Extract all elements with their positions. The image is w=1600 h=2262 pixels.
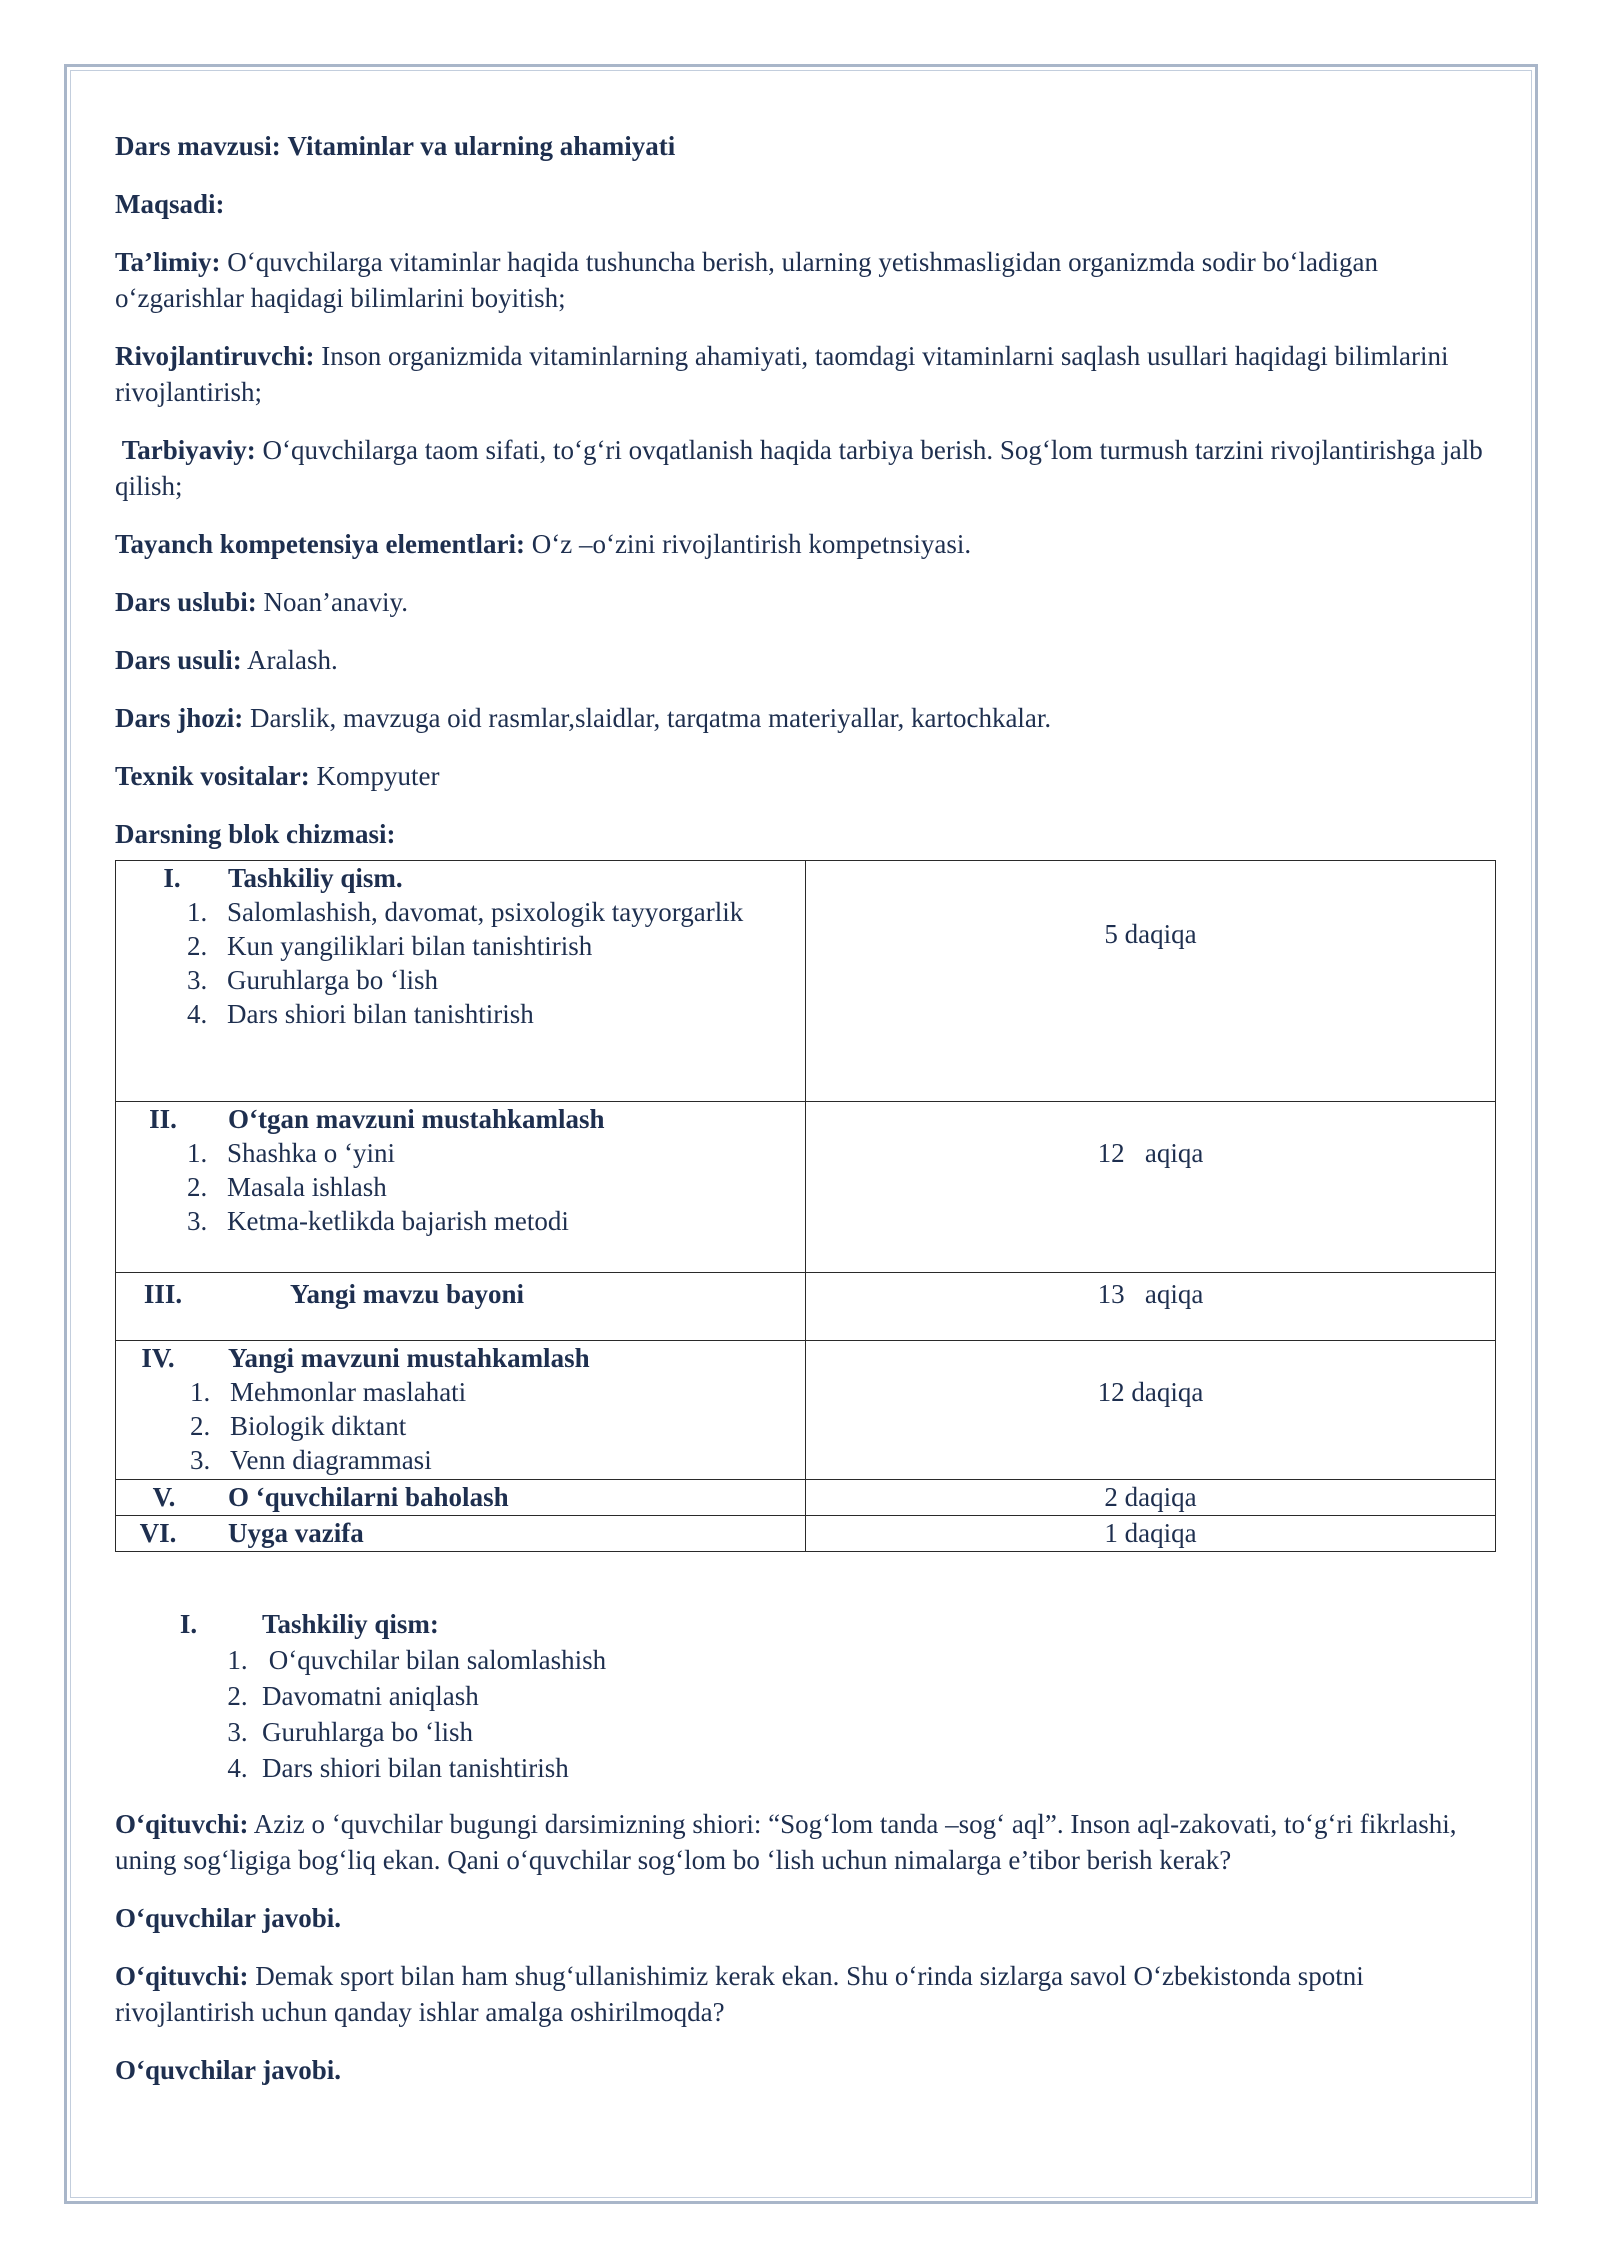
section-number: V. (152, 1482, 176, 1512)
info-competence: Tayanch kompetensiya elementlari: O‘z –o‘zini rivojlantirish kompetnsiyasi. (115, 529, 972, 559)
section-title: Tashkiliy qism. (228, 863, 403, 893)
dialogue-students: O‘quvchilar javobi. (115, 2055, 342, 2085)
lesson-topic (115, 128, 1495, 164)
list-item: 2. Masala ishlash (187, 1172, 387, 1202)
section-time: 1 daqiqa (1104, 1518, 1197, 1548)
goal-heading: Maqsadi: (115, 189, 225, 219)
topic-value: Vitaminlar va ularning ahamiyati (287, 131, 676, 161)
table-row (116, 1516, 1496, 1552)
info-equipment: Dars jhozi: Darslik, mavzuga oid rasmlar,slaidlar, tarqatma materiyallar, kartochkalar. (115, 703, 1052, 733)
list-item: 1. O‘quvchilar bilan salomlashish (227, 1645, 607, 1675)
document-body (115, 128, 1495, 2110)
info-method: Dars usuli: Aralash. (115, 645, 338, 675)
section-number: I. (163, 863, 181, 893)
table-row (116, 1102, 1496, 1273)
list-item: 3. Guruhlarga bo ‘lish (187, 965, 438, 995)
section-number: II. (149, 1104, 177, 1134)
info-tech: Texnik vositalar: Kompyuter (115, 761, 440, 791)
info-style: Dars uslubi: Noan’anaviy. (115, 587, 408, 617)
intro-title: Tashkiliy qism: (262, 1609, 439, 1639)
section-title: Yangi mavzuni mustahkamlash (228, 1343, 590, 1373)
list-item: 3. Ketma-ketlikda bajarish metodi (187, 1206, 569, 1236)
list-item: 4. Dars shiori bilan tanishtirish (187, 999, 534, 1029)
goal-developmental: Rivojlantiruvchi: Inson organizmida vitaminlarning ahamiyati, taomdagi vitaminlarni saqlash usullari haqidagi bilimlarini rivojlantirish; (115, 341, 1449, 407)
dialogue-teacher: O‘qituvchi: Demak sport bilan ham shug‘ullanishimiz kerak ekan. Shu o‘rinda sizlarga savol O‘zbekistonda spotni rivojlantirish uchun qanday ishlar amalga oshirilmoqda? (115, 1961, 1364, 2027)
dialogue-students: O‘quvchilar javobi. (115, 1903, 342, 1933)
list-item: 2. Biologik diktant (190, 1411, 407, 1441)
section-title: O‘tgan mavzuni mustahkamlash (228, 1104, 605, 1134)
section-number: IV. (141, 1343, 175, 1373)
table-row (116, 1273, 1496, 1341)
goal-educational: Ta’limiy: O‘quvchilarga vitaminlar haqida tushuncha berish, ularning yetishmasligidan organizmda sodir bo‘ladigan o‘zgarishlar haqidagi bilimlarini boyitish; (115, 247, 1378, 313)
list-item: 3. Guruhlarga bo ‘lish (227, 1717, 473, 1747)
section-title: Yangi mavzu bayoni (290, 1279, 525, 1309)
section-number: III. (143, 1279, 183, 1309)
dialogue-teacher: O‘qituvchi: Aziz o ‘quvchilar bugungi darsimizning shiori: “Sog‘lom tanda –sog‘ aql”. Inson aql-zakovati, to‘g‘ri fikrlashi, uning sog‘ligiga bog‘liq ekan. Qani o‘quvchilar sog‘lom bo ‘lish uchun nimalarga e’tibor berish kerak? (115, 1809, 1457, 1875)
intro-section (115, 1606, 1495, 1786)
table-row (116, 1480, 1496, 1516)
list-item: 1. Salomlashish, davomat, psixologik tayyorgarlik (187, 897, 744, 927)
block-scheme-label: Darsning blok chizmasi: (115, 819, 396, 849)
section-time: 5 daqiqa (1104, 919, 1197, 949)
list-item: 1. Shashka o ‘yini (187, 1138, 395, 1168)
topic-label: Dars mavzusi: (115, 131, 281, 161)
list-item: 2. Kun yangiliklari bilan tanishtirish (187, 931, 593, 961)
list-item: 2. Davomatni aniqlash (227, 1681, 479, 1711)
intro-number: I. (179, 1609, 198, 1639)
section-time: 2 daqiqa (1104, 1482, 1197, 1512)
section-title: O ‘quvchilarni baholash (228, 1482, 509, 1512)
list-item: 4. Dars shiori bilan tanishtirish (227, 1753, 569, 1783)
section-time: 12 aqiqa (1097, 1138, 1204, 1168)
table-row (116, 1341, 1496, 1480)
section-number: VI. (139, 1518, 177, 1548)
list-item: 1. Mehmonlar maslahati (190, 1377, 467, 1407)
section-title: Uyga vazifa (228, 1518, 364, 1548)
lesson-block-table (115, 860, 1496, 1552)
goal-upbringing: Tarbiyaviy: O‘quvchilarga taom sifati, to‘g‘ri ovqatlanish haqida tarbiya berish. Sog‘lom turmush tarzini rivojlantirishga jalb qilish; (115, 435, 1483, 501)
list-item: 3. Venn diagrammasi (190, 1445, 432, 1475)
table-row (116, 861, 1496, 1102)
section-time: 13 aqiqa (1097, 1279, 1204, 1309)
section-time: 12 daqiqa (1097, 1377, 1204, 1407)
